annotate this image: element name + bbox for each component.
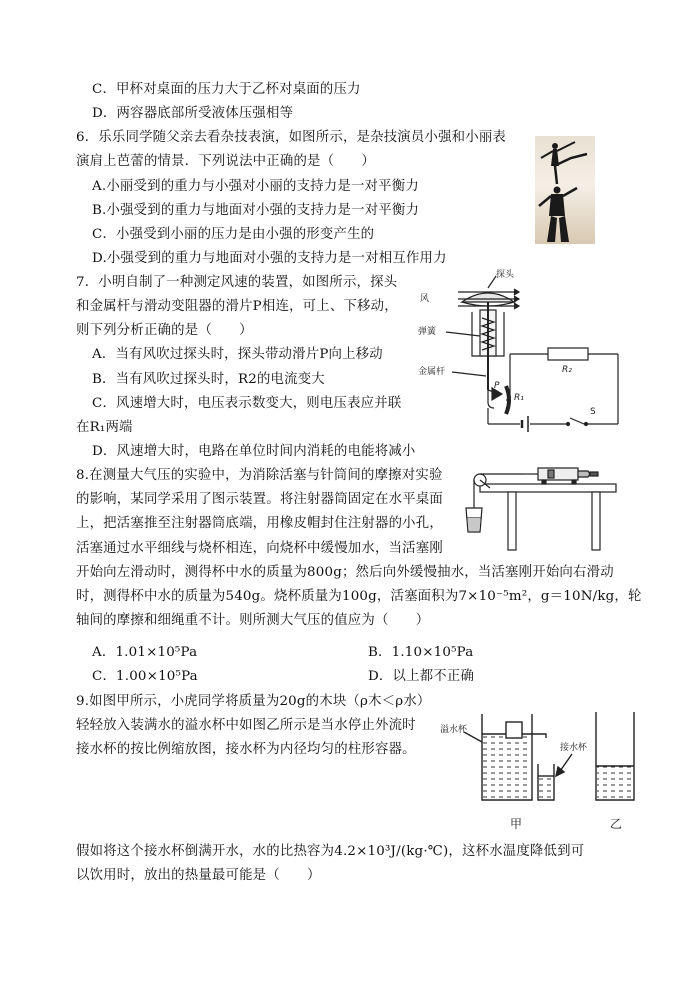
receiving-cup-label: 接水杯 <box>560 743 588 753</box>
option-8b: B．1.10×10⁵Pa <box>368 645 474 660</box>
option-5c: C．甲杯对桌面的压力大于乙杯对桌面的压力 <box>92 82 361 97</box>
question-6-stem: 6．乐乐同学随父亲去看杂技表演，如图所示，是杂技演员小强和小丽表 <box>76 130 507 145</box>
question-9-stem: 9.如图甲所示，小虎同学将质量为20g的木块（ρ木＜ρ水） <box>76 694 431 709</box>
option-8a: A．1.01×10⁵Pa <box>92 645 198 660</box>
option-7d: D．风速增大时，电路在单位时间内消耗的电能将减小 <box>92 444 416 459</box>
option-8c: C．1.00×10⁵Pa <box>92 669 198 684</box>
option-8d: D．以上都不正确 <box>368 669 475 684</box>
spring-label: 弹簧 <box>418 327 437 337</box>
option-6a: A.小丽受到的重力与小强对小丽的支持力是一对平衡力 <box>92 179 419 194</box>
question-9-stem-2: 轻轻放入装满水的溢水杯中如图乙所示是当水停止外流时 <box>76 718 416 733</box>
option-6c: C．小强受到小丽的压力是由小强的形变产生的 <box>92 227 375 242</box>
r2-label: R₂ <box>562 365 572 375</box>
question-8-stem-5: 开始向左滑动时，测得杯中水的质量为800g；然后向外缓慢抽水，当活塞刚开始向右滑动 <box>76 565 614 580</box>
question-7-stem-2: 和金属杆与滑动变阻器的滑片P相连，可上、下移动， <box>76 299 398 314</box>
syringe-pressure-figure <box>462 462 620 554</box>
probe-label: 探头 <box>496 270 515 280</box>
option-6b: B.小强受到的重力与地面对小强的支持力是一对平衡力 <box>92 203 420 218</box>
question-7-stem: 7．小明自制了一种测定风速的装置，如图所示，探头 <box>76 275 398 290</box>
question-8-stem-6: 时，测得杯中水的质量为540g。烧杯质量为100g，活塞面积为7×10⁻⁵m²，g＝10N/kg，轮 <box>76 589 642 604</box>
question-9-stem-3: 接水杯的按比例缩放图，接水杯为内径均匀的柱形容器。 <box>76 742 416 757</box>
option-6d: D.小强受到的重力与地面对小强的支持力是一对相互作用力 <box>92 251 447 266</box>
question-8-stem-7: 轴间的摩擦和细绳重不计。则所测大气压的值应为（ ） <box>76 613 430 628</box>
figure-yi-label: 乙 <box>610 817 623 831</box>
question-9-stem-5: 以饮用时，放出的热量最可能是（ ） <box>76 868 321 883</box>
figure-jia-label: 甲 <box>510 817 523 831</box>
acrobat-photo <box>535 136 595 244</box>
question-8-stem: 8.在测量大气压的实验中，为消除活塞与针筒间的摩擦对实验 <box>76 468 443 483</box>
option-7c: C．风速增大时，电压表示数变大，则电压表应并联 <box>92 396 402 411</box>
slider-p-label: P <box>494 381 500 391</box>
overflow-cup-label: 溢水杯 <box>440 725 468 735</box>
question-8-stem-4: 活塞通过水平细线与烧杯相连，向烧杯中缓慢加水，当活塞刚 <box>76 541 443 556</box>
question-9-stem-4: 假如将这个接水杯倒满开水，水的比热容为4.2×10³J/(kg·℃)，这杯水温度降低到可 <box>76 844 585 859</box>
switch-s-label: S <box>590 407 596 417</box>
option-7c-cont: 在R₁两端 <box>76 420 133 435</box>
r1-label: R₁ <box>514 393 524 403</box>
question-6-stem-2: 演肩上芭蕾的情景．下列说法中正确的是（ ） <box>76 154 375 169</box>
option-5d: D．两容器底部所受液体压强相等 <box>92 106 294 121</box>
question-7-stem-3: 则下列分析正确的是（ ） <box>76 323 253 338</box>
rod-label: 金属杆 <box>418 367 446 377</box>
question-8-stem-3: 上，把活塞推至注射器筒底端，用橡皮帽封住注射器的小孔， <box>76 516 443 531</box>
option-7b: B．当有风吹过探头时，R2的电流变大 <box>92 372 325 387</box>
wind-label: 风 <box>420 294 430 304</box>
option-7a: A．当有风吹过探头时，探头带动滑片P向上移动 <box>92 347 383 362</box>
wind-speed-device-figure <box>418 268 628 436</box>
overflow-cup-figure <box>418 692 638 832</box>
question-8-stem-2: 的影响，某同学采用了图示装置。将注射器筒固定在水平桌面 <box>76 492 443 507</box>
